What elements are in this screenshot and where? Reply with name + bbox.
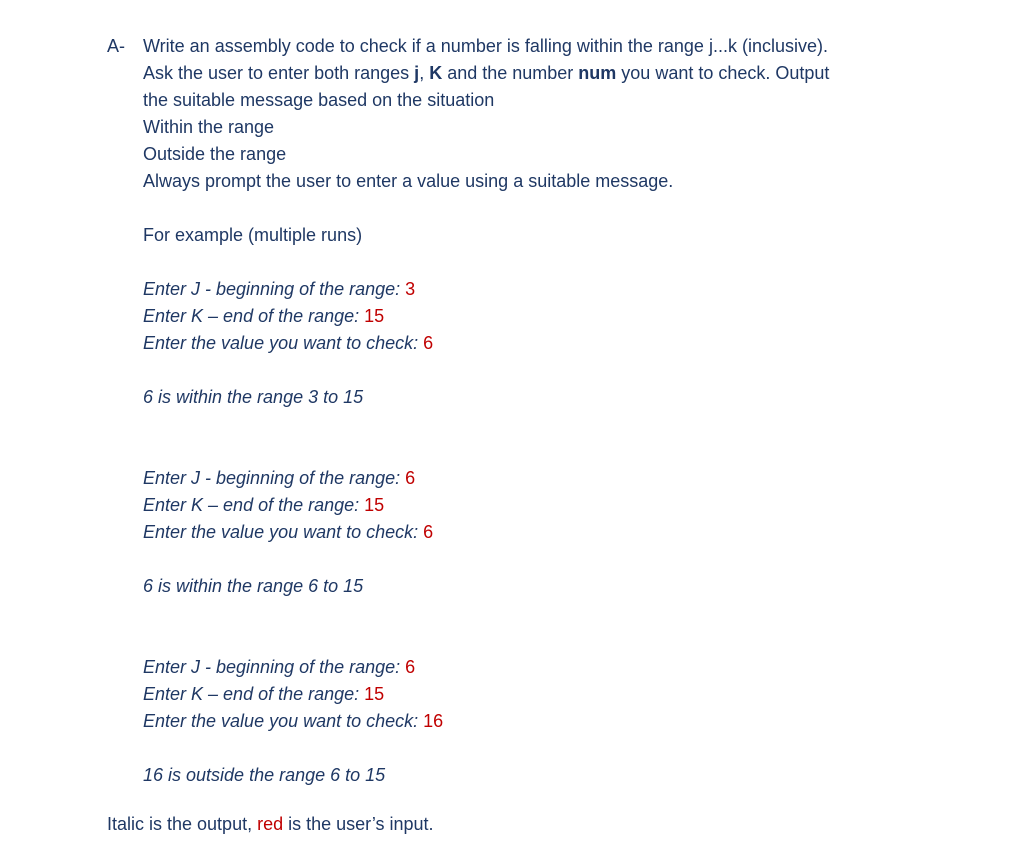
run1-prompt-v-text: Enter the value you want to check: xyxy=(143,333,424,353)
run3-prompt-j xyxy=(143,654,997,681)
question-body xyxy=(143,33,997,789)
run1-input-k: 15 xyxy=(364,306,385,326)
run3-prompt-j-text: Enter J - beginning of the range: xyxy=(143,657,406,677)
run3-input-j: 6 xyxy=(405,657,416,677)
run2-result: 6 is within the range 6 to 15 xyxy=(143,576,364,596)
run2-input-k: 15 xyxy=(364,495,385,515)
run1-prompt-k xyxy=(143,303,997,330)
run1-prompt-k-text: Enter K – end of the range: xyxy=(143,306,365,326)
run3-prompt-v xyxy=(143,708,997,735)
run3-prompt-v-text: Enter the value you want to check: xyxy=(143,711,424,731)
run3-input-v: 16 xyxy=(423,711,444,731)
run1-input-v: 6 xyxy=(423,333,434,353)
run2-prompt-j-text: Enter J - beginning of the range: xyxy=(143,468,406,488)
question-label: A- xyxy=(107,36,125,56)
run3-prompt-k-text: Enter K – end of the range: xyxy=(143,684,365,704)
q2-bold-num: num xyxy=(578,63,617,83)
run3-input-k: 15 xyxy=(364,684,385,704)
question-line-4: Always prompt the user to enter a value using a suitable message. xyxy=(143,171,674,191)
run2-input-j: 6 xyxy=(405,468,416,488)
legend-red-word: red xyxy=(257,814,284,834)
example-run-2 xyxy=(143,465,997,600)
run1-input-j: 3 xyxy=(405,279,416,299)
legend-text-1: Italic is the output, xyxy=(107,814,258,834)
q2-text-3: and the number xyxy=(442,63,579,83)
run2-prompt-j xyxy=(143,465,997,492)
question-line-3: the suitable message based on the situation xyxy=(143,90,495,110)
run1-prompt-v xyxy=(143,330,997,357)
q2-text-2: , xyxy=(419,63,430,83)
q2-bold-k: K xyxy=(429,63,443,83)
legend-note xyxy=(107,811,434,838)
q2-bold-j: j xyxy=(414,63,420,83)
run1-result: 6 is within the range 3 to 15 xyxy=(143,387,364,407)
run1-prompt-j-text: Enter J - beginning of the range: xyxy=(143,279,406,299)
run2-prompt-v-text: Enter the value you want to check: xyxy=(143,522,424,542)
run1-prompt-j xyxy=(143,276,997,303)
question-a xyxy=(107,33,997,789)
run2-prompt-k xyxy=(143,492,997,519)
example-intro: For example (multiple runs) xyxy=(143,225,363,245)
q2-text-1: Ask the user to enter both ranges xyxy=(143,63,415,83)
run3-prompt-k xyxy=(143,681,997,708)
option-outside: Outside the range xyxy=(143,144,287,164)
q2-text-4: you want to check. Output xyxy=(616,63,830,83)
run3-result: 16 is outside the range 6 to 15 xyxy=(143,765,386,785)
run2-input-v: 6 xyxy=(423,522,434,542)
example-run-1 xyxy=(143,276,997,411)
question-line-2 xyxy=(143,60,997,87)
legend-text-2: is the user’s input. xyxy=(283,814,434,834)
run2-prompt-k-text: Enter K – end of the range: xyxy=(143,495,365,515)
example-run-3 xyxy=(143,654,997,789)
run2-prompt-v xyxy=(143,519,997,546)
question-line-1: Write an assembly code to check if a number is falling within the range j...k (inclusive). xyxy=(143,36,828,56)
option-within: Within the range xyxy=(143,117,275,137)
